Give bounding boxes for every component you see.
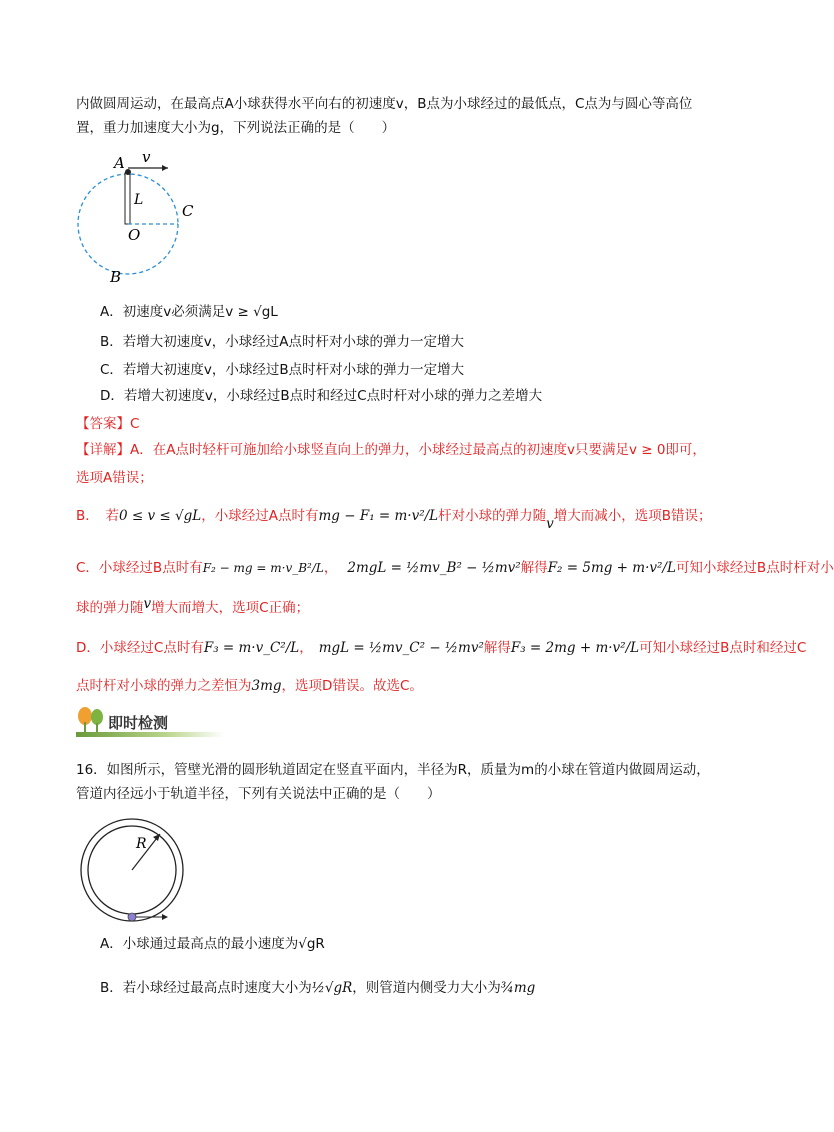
explain-line3: [76, 506, 712, 532]
explain-c-eq1: F₂ − mg = m·v_B²/L: [202, 561, 324, 575]
label-v: v: [142, 148, 151, 166]
q15-answer: 【答案】C: [76, 416, 140, 432]
explain-d-solve: 解得: [483, 640, 511, 656]
explain-line2: 选项A错误；: [76, 470, 153, 486]
q16-option-a: A．小球通过最高点的最小速度为√gR: [100, 936, 325, 952]
rod: [125, 173, 130, 224]
q16-figure: [74, 812, 196, 922]
q16-option-b-frac2: ¾mg: [500, 980, 536, 996]
explain-d-cont2: ，选项D错误。故选C。: [281, 678, 423, 694]
q16-option-b-text2: ，则管道内侧受力大小为: [352, 980, 501, 996]
section-banner: [76, 706, 224, 738]
explain-b-v: v: [546, 516, 554, 532]
q16-option-b-frac1: ½√gR: [311, 980, 353, 996]
section-title: 即时检测: [108, 714, 169, 732]
explain-d-label: D．小球经过C点时有: [76, 640, 204, 656]
explain-b-text3: 增大而减小，选项B错误；: [553, 508, 712, 524]
q15-stem-line2: 置，重力加速度大小为g，下列说法正确的是（ ）: [76, 120, 396, 136]
explain-c-label: C．小球经过B点时有: [76, 560, 203, 576]
q15-option-a: A．初速度v必须满足v ≥ √gL: [100, 304, 278, 320]
explain-line5: [76, 598, 309, 618]
explain-c-solve: 解得: [520, 560, 548, 576]
explain-d-eq2: mgL = ½mv_C² − ½mv²: [318, 640, 484, 656]
label-a: A: [114, 154, 125, 172]
explain-b-ineq: 0 ≤ v ≤ √gL: [119, 508, 202, 524]
q15-option-b: B．若增大初速度v，小球经过A点时杆对小球的弹力一定增大: [100, 334, 464, 350]
explain-c-text: 可知小球经过B点时杆对小: [675, 560, 834, 576]
explain-line1: 【详解】A．在A点时轻杆可施加给小球竖直向上的弹力，小球经过最高点的初速度v只要满足v ≥ 0即可，: [76, 442, 706, 458]
explain-b-label: B． 若: [76, 508, 120, 524]
explain-d-eq1: F₃ = m·v_C²/L: [203, 640, 300, 656]
label-r: R: [136, 836, 147, 852]
tree-icon: [76, 706, 106, 734]
explain-d-cont1: 点时杆对小球的弹力之差恒为: [76, 678, 252, 694]
explain-line7: [76, 676, 423, 696]
explain-c-eq2: 2mgL = ½mv_B² − ½mv²: [347, 560, 521, 576]
explain-b-text1: ，小球经过A点时有: [201, 508, 319, 524]
banner-underline: [76, 732, 224, 737]
explain-d-text: 可知小球经过B点时和经过C: [639, 640, 807, 656]
q15-option-c: C．若增大初速度v，小球经过B点时杆对小球的弹力一定增大: [100, 362, 465, 378]
q16-stem-line1: 16．如图所示，管壁光滑的圆形轨道固定在竖直平面内，半径为R，质量为m的小球在管道内做圆周运动，: [76, 762, 710, 778]
q16-option-b-text1: B．若小球经过最高点时速度大小为: [100, 980, 312, 996]
q16-option-b: [100, 978, 535, 998]
explain-b-eq: mg − F₁ = m·v²/L: [318, 508, 439, 524]
explain-c-cont2: 增大而增大，选项C正确；: [151, 600, 310, 616]
label-c: C: [182, 202, 194, 220]
explain-d-eq3: F₃ = 2mg + m·v²/L: [510, 640, 640, 656]
explain-c-cont1: 球的弹力随: [76, 600, 144, 616]
label-o: O: [128, 226, 141, 244]
explain-b-text2: 杆对小球的弹力随: [438, 508, 547, 524]
label-b: B: [110, 268, 122, 286]
explain-c-v: v: [143, 596, 152, 612]
label-l: L: [134, 192, 144, 208]
q15-figure: [76, 146, 216, 286]
explain-line6: D．小球经过C点时有F₃ = m·v_C²/L， mgL = ½mv_C² − ½mv²解得F₃ = 2mg + m·v²/L可知小球经过B点时和经过C: [76, 640, 807, 656]
q15-option-d: D．若增大初速度v，小球经过B点时和经过C点时杆对小球的弹力之差增大: [100, 388, 543, 404]
ball-a: [125, 169, 131, 175]
explain-line4: C．小球经过B点时有F₂ − mg = m·v_B²/L， 2mgL = ½mv_B² − ½mv²解得F₂ = 5mg + m·v²/L可知小球经过B点时杆对小: [76, 560, 834, 576]
explain-d-3mg: 3mg: [251, 678, 282, 694]
ball: [128, 913, 136, 921]
q16-stem-line2: 管道内径远小于轨道半径，下列有关说法中正确的是（ ）: [76, 786, 441, 802]
explain-c-eq3: F₂ = 5mg + m·v²/L: [547, 560, 676, 576]
q15-stem-line1: 内做圆周运动，在最高点A小球获得水平向右的初速度v，B点为小球经过的最低点，C点为与圆心等高位: [76, 96, 693, 112]
